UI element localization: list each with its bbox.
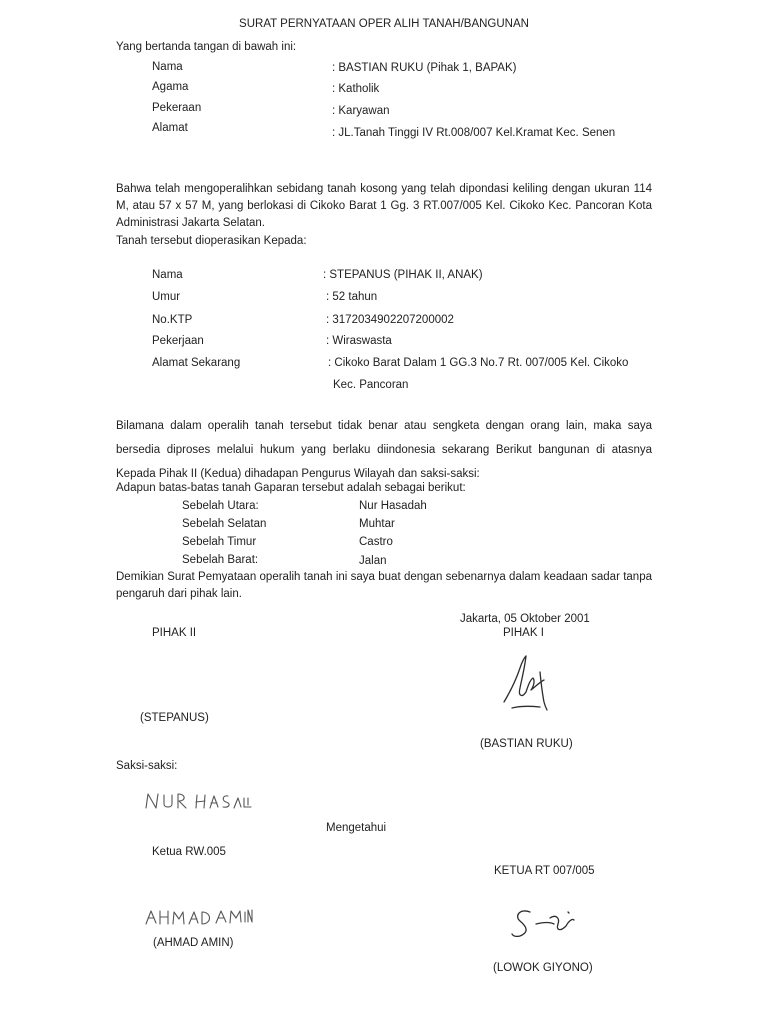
place-date: Jakarta, 05 Oktober 2001 bbox=[460, 613, 590, 625]
party2-label-umur: Umur bbox=[152, 291, 181, 303]
party1-label-pekerjaan: Pekeraan bbox=[152, 102, 202, 114]
body-paragraph-1b: Tanah tersebut dioperasikan Kepada: bbox=[116, 235, 307, 247]
rw-name: (AHMAD AMIN) bbox=[153, 937, 234, 949]
party1-label-alamat: Alamat bbox=[152, 122, 188, 134]
ketua-rw-label: Ketua RW.005 bbox=[152, 846, 226, 858]
border-value-timur: Castro bbox=[359, 536, 393, 548]
border-label-timur: Sebelah Timur bbox=[182, 536, 257, 548]
party2-value-pekerjaan: : Wiraswasta bbox=[326, 335, 392, 347]
party1-label-nama: Nama bbox=[152, 61, 183, 73]
saksi-label: Saksi-saksi: bbox=[116, 760, 178, 772]
pihak1-signature bbox=[500, 652, 560, 714]
rt-signature bbox=[510, 906, 580, 940]
border-value-utara: Nur Hasadah bbox=[359, 500, 427, 512]
party2-label-pekerjaan: Pekerjaan bbox=[152, 335, 204, 347]
rw-handwriting bbox=[144, 906, 252, 928]
body-paragraph-3: Adapun batas-batas tanah Gaparan tersebut adalah sebagai berikut: bbox=[116, 482, 466, 494]
ketua-rt-label: KETUA RT 007/005 bbox=[494, 865, 595, 877]
intro-text: Yang bertanda tangan di bawah ini: bbox=[116, 41, 297, 53]
border-label-utara: Sebelah Utara: bbox=[182, 500, 259, 512]
border-label-barat: Sebelah Barat: bbox=[182, 554, 259, 566]
party2-value-umur: : 52 tahun bbox=[326, 291, 378, 303]
border-label-selatan: Sebelah Selatan bbox=[182, 518, 267, 530]
party1-value-pekerjaan: : Karyawan bbox=[332, 105, 390, 117]
pihak1-name: (BASTIAN RUKU) bbox=[480, 738, 573, 750]
saksi-handwriting bbox=[144, 790, 254, 812]
border-value-barat: Jalan bbox=[359, 555, 387, 567]
party1-label-agama: Agama bbox=[152, 81, 189, 93]
body-paragraph-2: Bilamana dalam operalih tanah tersebut tidak benar atau sengketa dengan orang lain, maka saya bersedia diproses melalui hukum yang berlaku diindonesia sekarang Berikut bangunan di atasnya Kepada Pihak II (Kedua) dihadapan Pengurus Wilayah dan saksi-saksi: bbox=[116, 420, 652, 480]
border-value-selatan: Muhtar bbox=[359, 518, 395, 530]
closing-paragraph: Demikian Surat Pemyataan operalih tanah ini saya buat dengan sebenarnya dalam keadaan sadar tanpa pengaruh dari pihak lain. bbox=[116, 571, 652, 600]
body-paragraph-1: Bahwa telah mengoperalihkan sebidang tanah kosong yang telah dipondasi keliling dengan ukuran 114 M, atau 57 x 57 M, yang berlokasi di Cikoko Barat 1 Gg. 3 RT.007/005 Kel. Cikoko Kec. Pancoran Kota Administrasi Jakarta Selatan. bbox=[116, 183, 652, 229]
party1-value-alamat: : JL.Tanah Tinggi IV Rt.008/007 Kel.Kramat Kec. Senen bbox=[332, 127, 616, 139]
pihak1-label: PIHAK I bbox=[503, 627, 544, 639]
party2-value-alamat: : Cikoko Barat Dalam 1 GG.3 No.7 Rt. 007/005 Kel. Cikoko bbox=[328, 357, 629, 369]
party1-value-nama: : BASTIAN RUKU (Pihak 1, BAPAK) bbox=[332, 62, 517, 74]
party2-value-alamat-cont: Kec. Pancoran bbox=[333, 379, 409, 391]
pihak2-name: (STEPANUS) bbox=[140, 712, 209, 724]
party2-value-nama: : STEPANUS (PIHAK II, ANAK) bbox=[323, 269, 483, 281]
party1-value-agama: : Katholik bbox=[332, 83, 380, 95]
pihak2-label: PIHAK II bbox=[152, 627, 197, 639]
party2-label-alamat: Alamat Sekarang bbox=[152, 357, 241, 369]
party2-label-ktp: No.KTP bbox=[152, 314, 193, 326]
rt-name: (LOWOK GIYONO) bbox=[493, 962, 593, 974]
letter-title: SURAT PERNYATAAN OPER ALIH TANAH/BANGUNAN bbox=[239, 18, 529, 30]
party2-label-nama: Nama bbox=[152, 269, 183, 281]
party2-value-ktp: : 3172034902207200002 bbox=[326, 314, 454, 326]
mengetahui-label: Mengetahui bbox=[326, 822, 387, 834]
